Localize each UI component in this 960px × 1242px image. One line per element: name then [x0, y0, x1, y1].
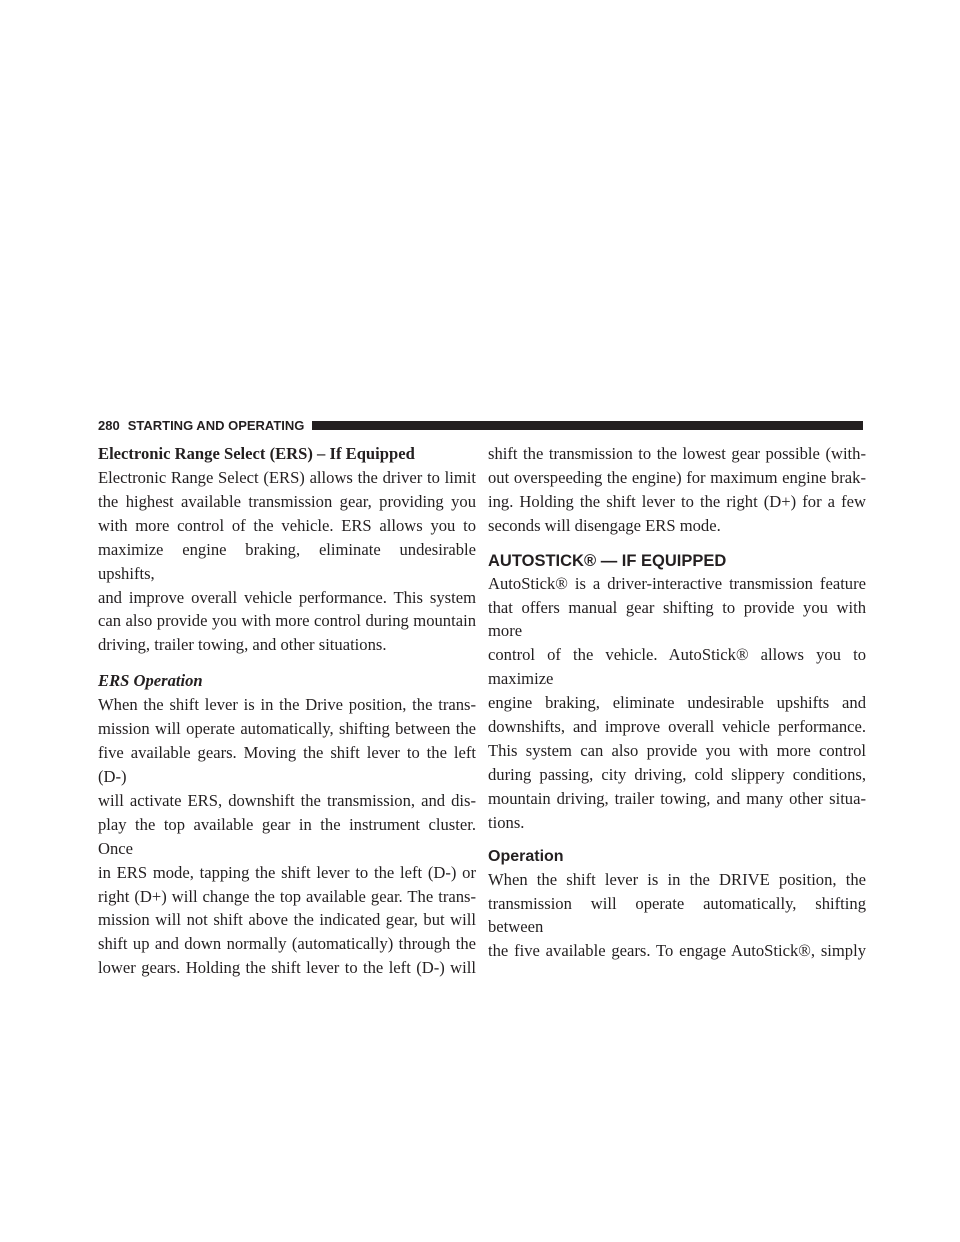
- operation-heading: Operation: [488, 847, 564, 865]
- left-column: [98, 442, 476, 980]
- autostick-heading: AUTOSTICK® — IF EQUIPPED: [488, 551, 727, 570]
- text-line: seconds will disengage ERS mode.: [488, 515, 721, 535]
- text-line: in ERS mode, tapping the shift lever to the left (D-) or: [98, 862, 476, 882]
- text-line: out overspeeding the engine) for maximum engine brak-: [488, 467, 866, 487]
- operation-paragraph: [488, 868, 866, 964]
- text-line: play the top available gear in the instrument cluster. Once: [98, 814, 476, 858]
- text-line: When the shift lever is in the Drive position, the trans-: [98, 695, 476, 715]
- text-line: mission will operate automatically, shifting between the: [98, 719, 476, 739]
- text-line: will activate ERS, downshift the transmission, and dis-: [98, 790, 476, 810]
- text-line: lower gears. Holding the shift lever to the left (D-) will: [98, 958, 476, 978]
- header-rule: [312, 421, 863, 430]
- ers-heading: Electronic Range Select (ERS) – If Equipped: [98, 444, 415, 463]
- text-line: engine braking, eliminate undesirable upshifts and: [488, 693, 866, 713]
- ers-intro-paragraph: [98, 466, 476, 657]
- text-line: mission will not shift above the indicated gear, but will: [98, 910, 476, 930]
- text-line: control of the vehicle. AutoStick® allows you to maximize: [488, 645, 866, 689]
- page-number: 280: [98, 417, 120, 433]
- ers-operation-paragraph: [98, 693, 476, 980]
- text-line: shift up and down normally (automatically) through the: [98, 934, 476, 954]
- text-line: right (D+) will change the top available gear. The trans-: [98, 886, 476, 906]
- text-line: AutoStick® is a driver-interactive transmission feature: [488, 573, 866, 593]
- text-line: shift the transmission to the lowest gear possible (with-: [488, 444, 866, 463]
- text-line: downshifts, and improve overall vehicle performance.: [488, 717, 866, 737]
- autostick-paragraph: [488, 572, 866, 835]
- text-line: maximize engine braking, eliminate undesirable upshifts,: [98, 539, 476, 583]
- text-line: five available gears. Moving the shift lever to the left (D-): [98, 743, 476, 786]
- text-line: transmission will operate automatically, shifting between: [488, 893, 866, 937]
- text-line: When the shift lever is in the DRIVE position, the: [488, 869, 866, 889]
- text-line: the highest available transmission gear, providing you: [98, 491, 476, 511]
- text-line: and improve overall vehicle performance. This system: [98, 587, 476, 607]
- text-line: ing. Holding the shift lever to the right (D+) for a few: [488, 491, 866, 511]
- text-line: the five available gears. To engage AutoStick®, simply: [488, 941, 866, 961]
- text-line: Electronic Range Select (ERS) allows the driver to limit: [98, 468, 476, 487]
- text-line: that offers manual gear shifting to provide you with more: [488, 597, 866, 641]
- ers-continued-paragraph: [488, 442, 866, 538]
- text-line: with more control of the vehicle. ERS allows you to: [98, 515, 476, 535]
- text-line: This system can also provide you with more control: [488, 740, 866, 760]
- ers-operation-heading: ERS Operation: [98, 671, 203, 691]
- text-line: driving, trailer towing, and other situations.: [98, 635, 387, 655]
- section-title: STARTING AND OPERATING: [127, 417, 305, 433]
- page-header: [98, 417, 863, 433]
- text-line: can also provide you with more control during mountain: [98, 611, 476, 631]
- right-column: [488, 442, 866, 963]
- text-line: mountain driving, trailer towing, and many other situa-: [488, 788, 866, 808]
- text-line: during passing, city driving, cold slippery conditions,: [488, 764, 866, 784]
- text-line: tions.: [488, 812, 525, 832]
